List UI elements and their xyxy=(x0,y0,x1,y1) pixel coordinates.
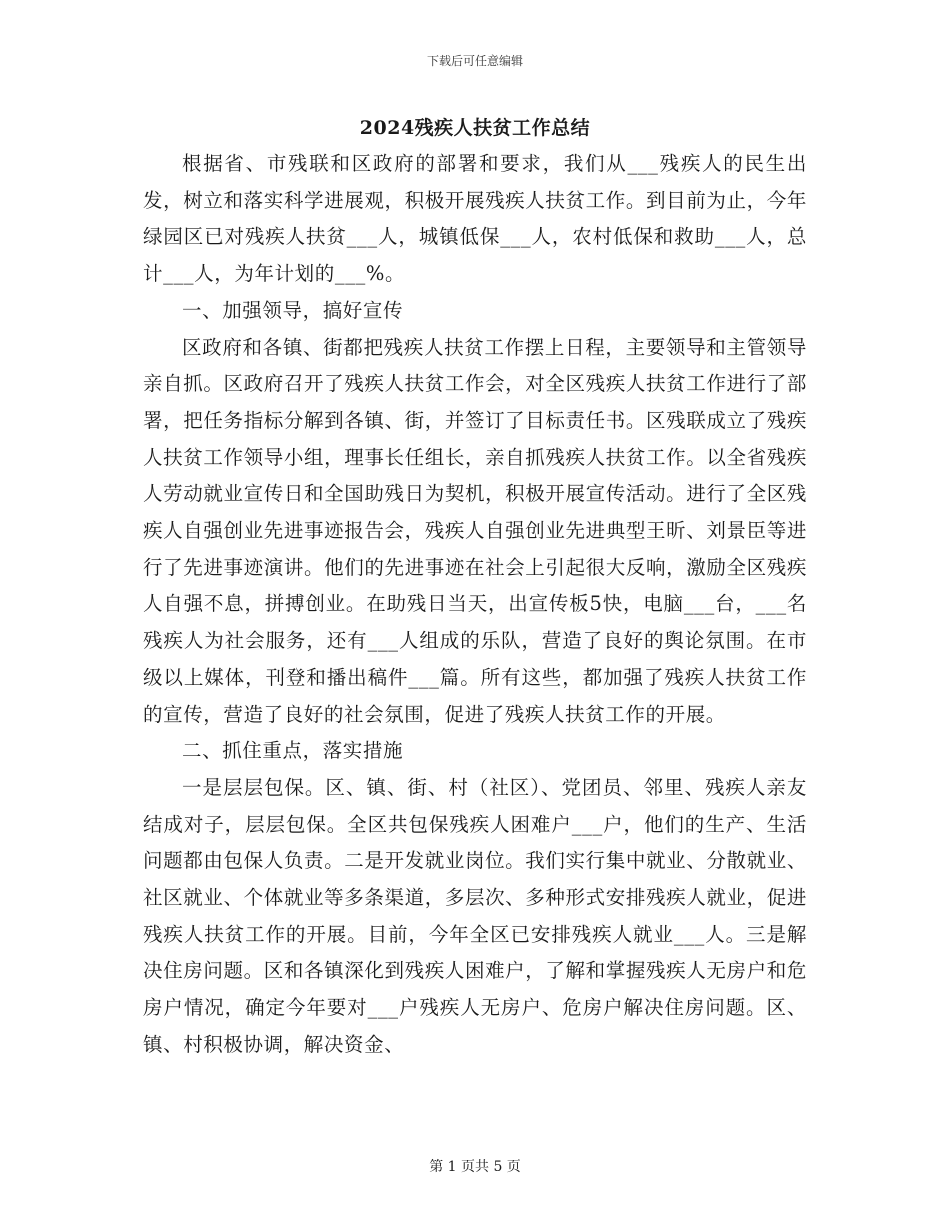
document-title: 2024残疾人扶贫工作总结 xyxy=(359,117,591,139)
section-heading-1: 一、加强领导，搞好宣传 xyxy=(182,298,404,322)
document-body xyxy=(143,146,807,1064)
page-number-footer: 第 1 页共 5 页 xyxy=(429,1159,521,1175)
page-header-note: 下载后可任意编辑 xyxy=(426,54,523,68)
paragraph-intro: 根据省、市残联和区政府的部署和要求，我们从___残疾人的民生出发，树立和落实科学进展观，积极开展残疾人扶贫工作。到目前为止，今年绿园区已对残疾人扶贫___人，城镇低保___人，农村低保和救助___人，总计___人，为年计划的___%。 xyxy=(143,152,807,286)
paragraph-section-1: 区政府和各镇、街都把残疾人扶贫工作摆上日程，主要领导和主管领导亲自抓。区政府召开了残疾人扶贫工作会，对全区残疾人扶贫工作进行了部署，把任务指标分解到各镇、街，并签订了目标责任书。区残联成立了残疾人扶贫工作领导小组，理事长任组长，亲自抓残疾人扶贫工作。以全省残疾人劳动就业宣传日和全国助残日为契机，积极开展宣传活动。进行了全区残疾人自强创业先进事迹报告会，残疾人自强创业先进典型王昕、刘景臣等进行了先进事迹演讲。他们的先进事迹在社会上引起很大反响，激励全区残疾人自强不息，拼搏创业。在助残日当天，出宣传板5快，电脑___台，___名残疾人为社会服务，还有___人组成的乐队，营造了良好的舆论氛围。在市级以上媒体，刊登和播出稿件___篇。所有这些，都加强了残疾人扶贫工作的宣传，营造了良好的社会氛围，促进了残疾人扶贫工作的开展。 xyxy=(143,335,807,726)
paragraph-section-2: 一是层层包保。区、镇、街、村（社区）、党团员、邻里、残疾人亲友结成对子，层层包保。全区共包保残疾人困难户___户，他们的生产、生活问题都由包保人负责。二是开发就业岗位。我们实行集中就业、分散就业、社区就业、个体就业等多条渠道，多层次、多种形式安排残疾人就业，促进残疾人扶贫工作的开展。目前，今年全区已安排残疾人就业___人。三是解决住房问题。区和各镇深化到残疾人困难户，了解和掌握残疾人无房户和危房户情况，确定今年要对___户残疾人无房户、危房户解决住房问题。区、镇、村积极协调，解决资金、 xyxy=(143,775,807,1056)
section-heading-2: 二、抓住重点，落实措施 xyxy=(182,739,404,763)
